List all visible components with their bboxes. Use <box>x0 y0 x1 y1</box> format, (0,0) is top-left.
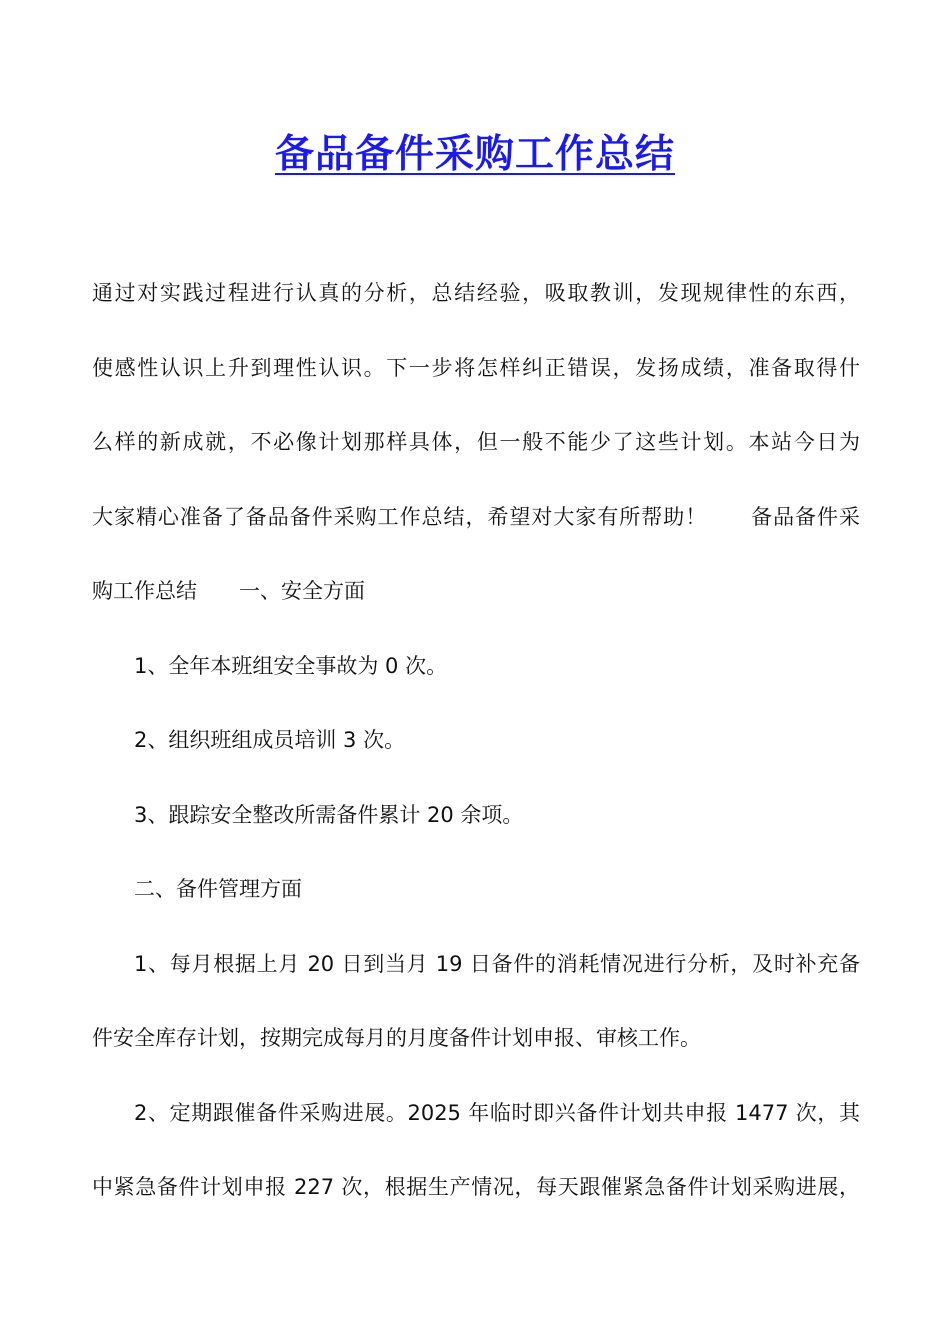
body-line: 使感性认识上升到理性认识。下一步将怎样纠正错误，发扬成绩，准备取得什 <box>92 355 860 380</box>
body-line: 么样的新成就，不必像计划那样具体，但一般不能少了这些计划。本站今日为 <box>92 430 860 454</box>
list-item: 3、跟踪安全整改所需备件累计 20 余项。 <box>134 802 524 827</box>
list-item: 2、组织班组成员培训 3 次。 <box>134 728 406 752</box>
document-body <box>92 256 860 1225</box>
body-line: 购工作总结 一、安全方面 <box>92 579 365 603</box>
document-title: 备品备件采购工作总结 <box>274 131 675 177</box>
list-item: 1、每月根据上月 20 日到当月 19 日备件的消耗情况进行分析，及时补充备 <box>134 951 860 976</box>
list-item: 1、全年本班组安全事故为 0 次。 <box>134 653 448 678</box>
body-line: 中紧急备件计划申报 227 次，根据生产情况，每天跟催紧急备件计划采购进展， <box>92 1175 860 1199</box>
body-line: 大家精心准备了备品备件采购工作总结，希望对大家有所帮助！ 备品备件采 <box>92 504 860 529</box>
body-line: 通过对实践过程进行认真的分析，总结经验，吸取教训，发现规律性的东西， <box>92 281 860 305</box>
list-item: 2、定期跟催备件采购进展。2025 年临时即兴备件计划共申报 1477 次，其 <box>134 1100 860 1125</box>
section-heading: 二、备件管理方面 <box>134 877 302 901</box>
body-line: 件安全库存计划，按期完成每月的月度备件计划申报、审核工作。 <box>92 1026 701 1050</box>
